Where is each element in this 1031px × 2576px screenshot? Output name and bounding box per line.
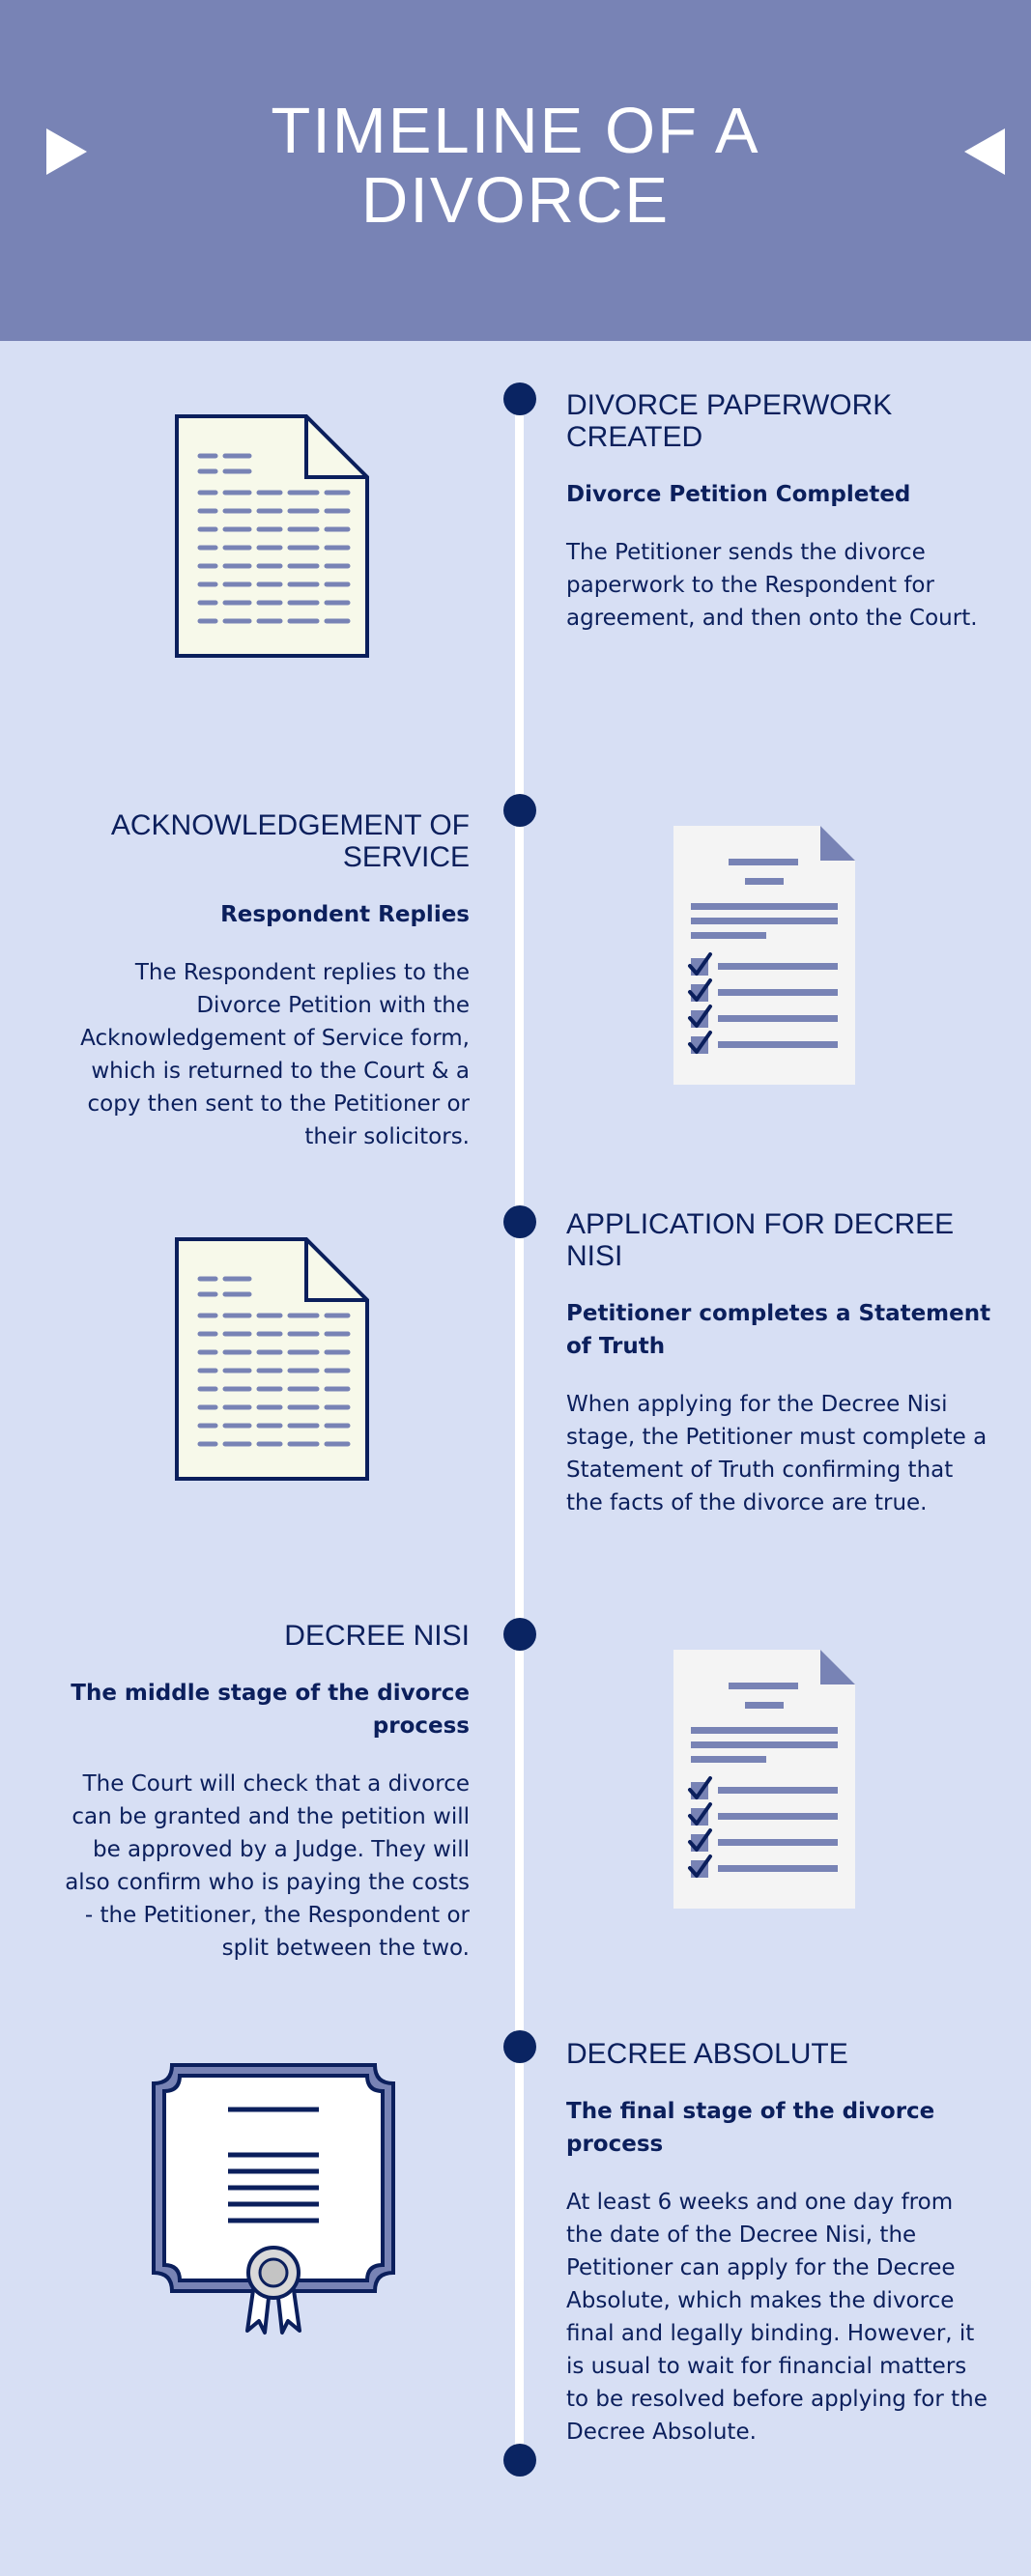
page-title	[193, 97, 838, 236]
page-title-line-1: TIMELINE OF A	[271, 95, 760, 167]
timeline-dot-5	[503, 2030, 536, 2063]
timeline-line	[515, 399, 524, 2466]
step-title: DIVORCE PAPERWORK CREATED	[566, 389, 893, 453]
timeline-step-2	[58, 809, 470, 1153]
step-subtitle: The final stage of the divorce process	[566, 2099, 935, 2157]
timeline-step-3	[566, 1208, 991, 1519]
checklist-icon	[673, 1650, 855, 1909]
play-left-icon	[964, 128, 1005, 175]
page-title-line-2: DIVORCE	[360, 164, 671, 237]
timeline-dot-4	[503, 1618, 536, 1651]
timeline-dot-3	[503, 1205, 536, 1238]
step-description: The Court will check that a divorce can be granted and the petition will be approved by a Judge. They will also confirm who is paying the costs - the Petitioner, the Respondent or split between the two.	[65, 1771, 470, 1961]
checklist-icon	[673, 826, 855, 1085]
step-title: ACKNOWLEDGEMENT OF SERVICE	[110, 809, 470, 873]
certificate-icon	[151, 2062, 396, 2337]
step-subtitle: The middle stage of the divorce process	[71, 1681, 470, 1739]
timeline-step-1	[566, 389, 991, 635]
step-title: APPLICATION FOR DECREE NISI	[566, 1208, 955, 1272]
header-banner	[0, 0, 1031, 341]
step-description: At least 6 weeks and one day from the date of the Decree Nisi, the Petitioner can apply for the Decree Absolute, which makes the divorce final and legally binding. However, it is usual to wait for financial matters to be resolved before applying for the Decree Absolute.	[566, 2190, 988, 2445]
timeline-step-4	[58, 1620, 470, 1965]
step-description: The Petitioner sends the divorce paperwork to the Respondent for agreement, and then onto the Court.	[566, 540, 978, 631]
timeline-dot-1	[503, 382, 536, 415]
timeline-dot-2	[503, 794, 536, 827]
step-description: When applying for the Decree Nisi stage, the Petitioner must complete a Statement of Truth confirming that the facts of the divorce are true.	[566, 1392, 988, 1515]
step-description: The Respondent replies to the Divorce Petition with the Acknowledgement of Service form, which is returned to the Court & a copy then sent to the Petitioner or their solicitors.	[80, 960, 470, 1149]
timeline-step-5	[566, 2038, 991, 2449]
step-subtitle: Petitioner completes a Statement of Truth	[566, 1301, 991, 1359]
document-icon	[174, 1236, 373, 1482]
step-subtitle: Respondent Replies	[220, 902, 470, 927]
step-title: DECREE ABSOLUTE	[566, 2038, 848, 2070]
play-right-icon	[46, 128, 87, 175]
timeline-dot-end	[503, 2444, 536, 2477]
step-subtitle: Divorce Petition Completed	[566, 482, 911, 507]
step-title: DECREE NISI	[284, 1620, 470, 1652]
document-icon	[174, 413, 373, 659]
